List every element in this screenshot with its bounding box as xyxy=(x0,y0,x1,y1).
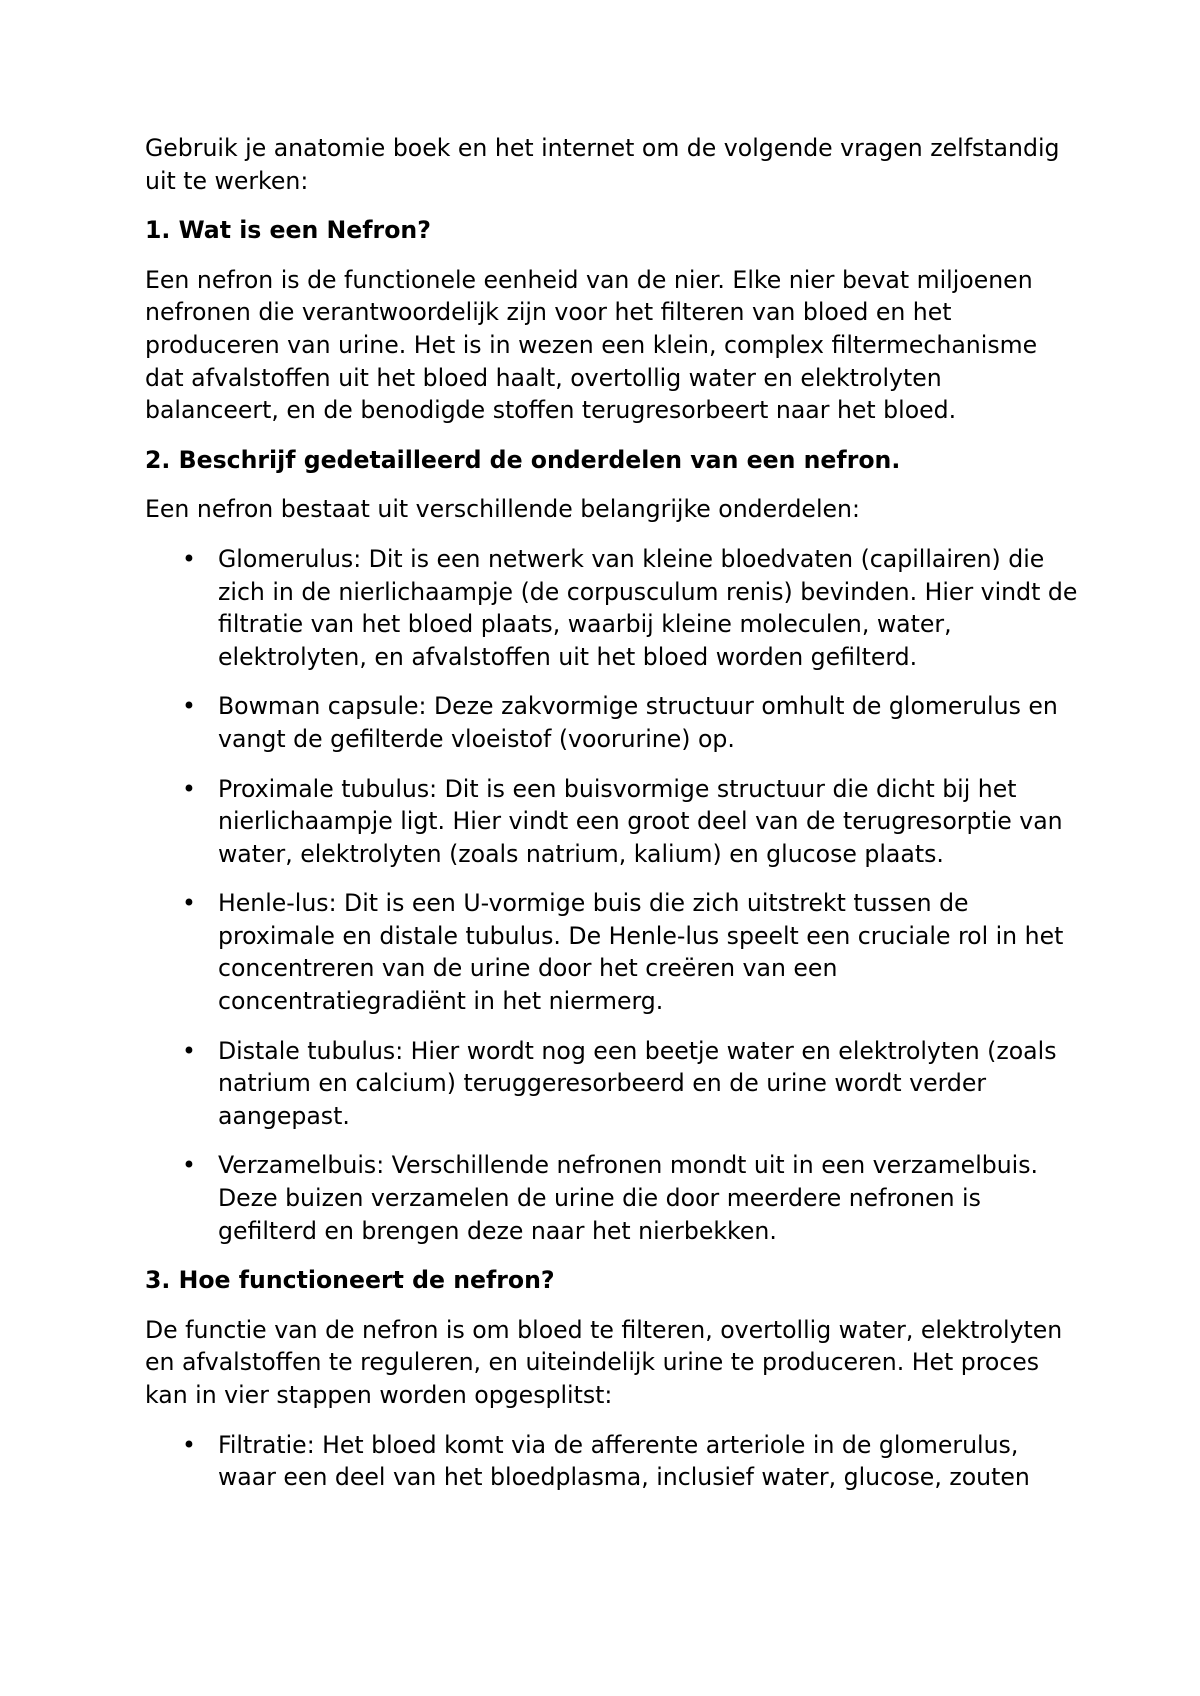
bullet-icon: • xyxy=(182,774,196,803)
bullet-icon: • xyxy=(182,889,196,918)
list-item-text: Filtratie: Het bloed komt via de afferente arteriole in de glomerulus, waar een deel van het bloedplasma, inclusief water, glucose, zouten xyxy=(218,1430,1030,1492)
bullet-icon: • xyxy=(182,1036,196,1065)
process-steps-list xyxy=(145,1429,1080,1494)
bullet-icon: • xyxy=(182,1430,196,1459)
section-3-paragraph: De functie van de nefron is om bloed te filteren, overtollig water, elektrolyten en afvalstoffen te reguleren, en uiteindelijk urine te produceren. Het proces kan in vier stappen worden opgesplitst: xyxy=(145,1315,1063,1409)
list-item-glomerulus xyxy=(145,543,1080,673)
section-2-heading: 2. Beschrijf gedetailleerd de onderdelen van een nefron. xyxy=(145,445,901,474)
section-1-paragraph: Een nefron is de functionele eenheid van de nier. Elke nier bevat miljoenen nefronen die verantwoordelijk zijn voor het filteren van bloed en het produceren van urine. Het is in wezen een klein, complex filtermechanisme dat afvalstoffen uit het bloed haalt, overtollig water en elektrolyten balanceert, en de benodigde stoffen terugresorbeert naar het bloed. xyxy=(145,265,1038,425)
list-item-henle-lus xyxy=(145,887,1080,1017)
list-item-text: Distale tubulus: Hier wordt nog een beetje water en elektrolyten (zoals natrium en calcium) teruggeresorbeerd en de urine wordt verder aangepast. xyxy=(218,1036,1057,1130)
list-item-text: Henle-lus: Dit is een U-vormige buis die zich uitstrekt tussen de proximale en distale tubulus. De Henle-lus speelt een cruciale rol in het concentreren van de urine door het creëren van een concentratiegradiënt in het niermerg. xyxy=(218,889,1064,1016)
list-item-text: Glomerulus: Dit is een netwerk van kleine bloedvaten (capillairen) die zich in de nierlichaampje (de corpusculum renis) bevinden. Hier vindt de filtratie van het bloed plaats, waarbij kleine moleculen, water, elektrolyten, en afvalstoffen uit het bloed worden gefilterd. xyxy=(218,544,1078,671)
section-3-heading: 3. Hoe functioneert de nefron? xyxy=(145,1266,555,1295)
bullet-icon: • xyxy=(182,692,196,721)
bullet-icon: • xyxy=(182,1151,196,1180)
list-item-text: Bowman capsule: Deze zakvormige structuur omhult de glomerulus en vangt de gefilterde vloeistof (voorurine) op. xyxy=(218,692,1058,753)
list-item-text: Proximale tubulus: Dit is een buisvormige structuur die dicht bij het nierlichaampje ligt. Hier vindt een groot deel van de terugresorptie van water, elektrolyten (zoals natrium, kalium) en glucose plaats. xyxy=(218,774,1063,868)
list-item-verzamelbuis xyxy=(145,1149,1080,1247)
list-item-distale-tubulus xyxy=(145,1035,1080,1133)
section-2-paragraph: Een nefron bestaat uit verschillende belangrijke onderdelen: xyxy=(145,495,860,524)
section-1-heading: 1. Wat is een Nefron? xyxy=(145,216,431,245)
list-item-bowman-capsule xyxy=(145,690,1080,755)
document-page xyxy=(145,132,1080,1511)
intro-paragraph: Gebruik je anatomie boek en het internet om de volgende vragen zelfstandig uit te werken: xyxy=(145,134,1060,195)
nefron-parts-list xyxy=(145,543,1080,1247)
list-item-text: Verzamelbuis: Verschillende nefronen mondt uit in een verzamelbuis. Deze buizen verzamelen de urine die door meerdere nefronen is gefilterd en brengen deze naar het nierbekken. xyxy=(218,1151,1039,1245)
list-item-filtratie xyxy=(145,1429,1080,1494)
list-item-proximale-tubulus xyxy=(145,773,1080,871)
bullet-icon: • xyxy=(182,544,196,573)
